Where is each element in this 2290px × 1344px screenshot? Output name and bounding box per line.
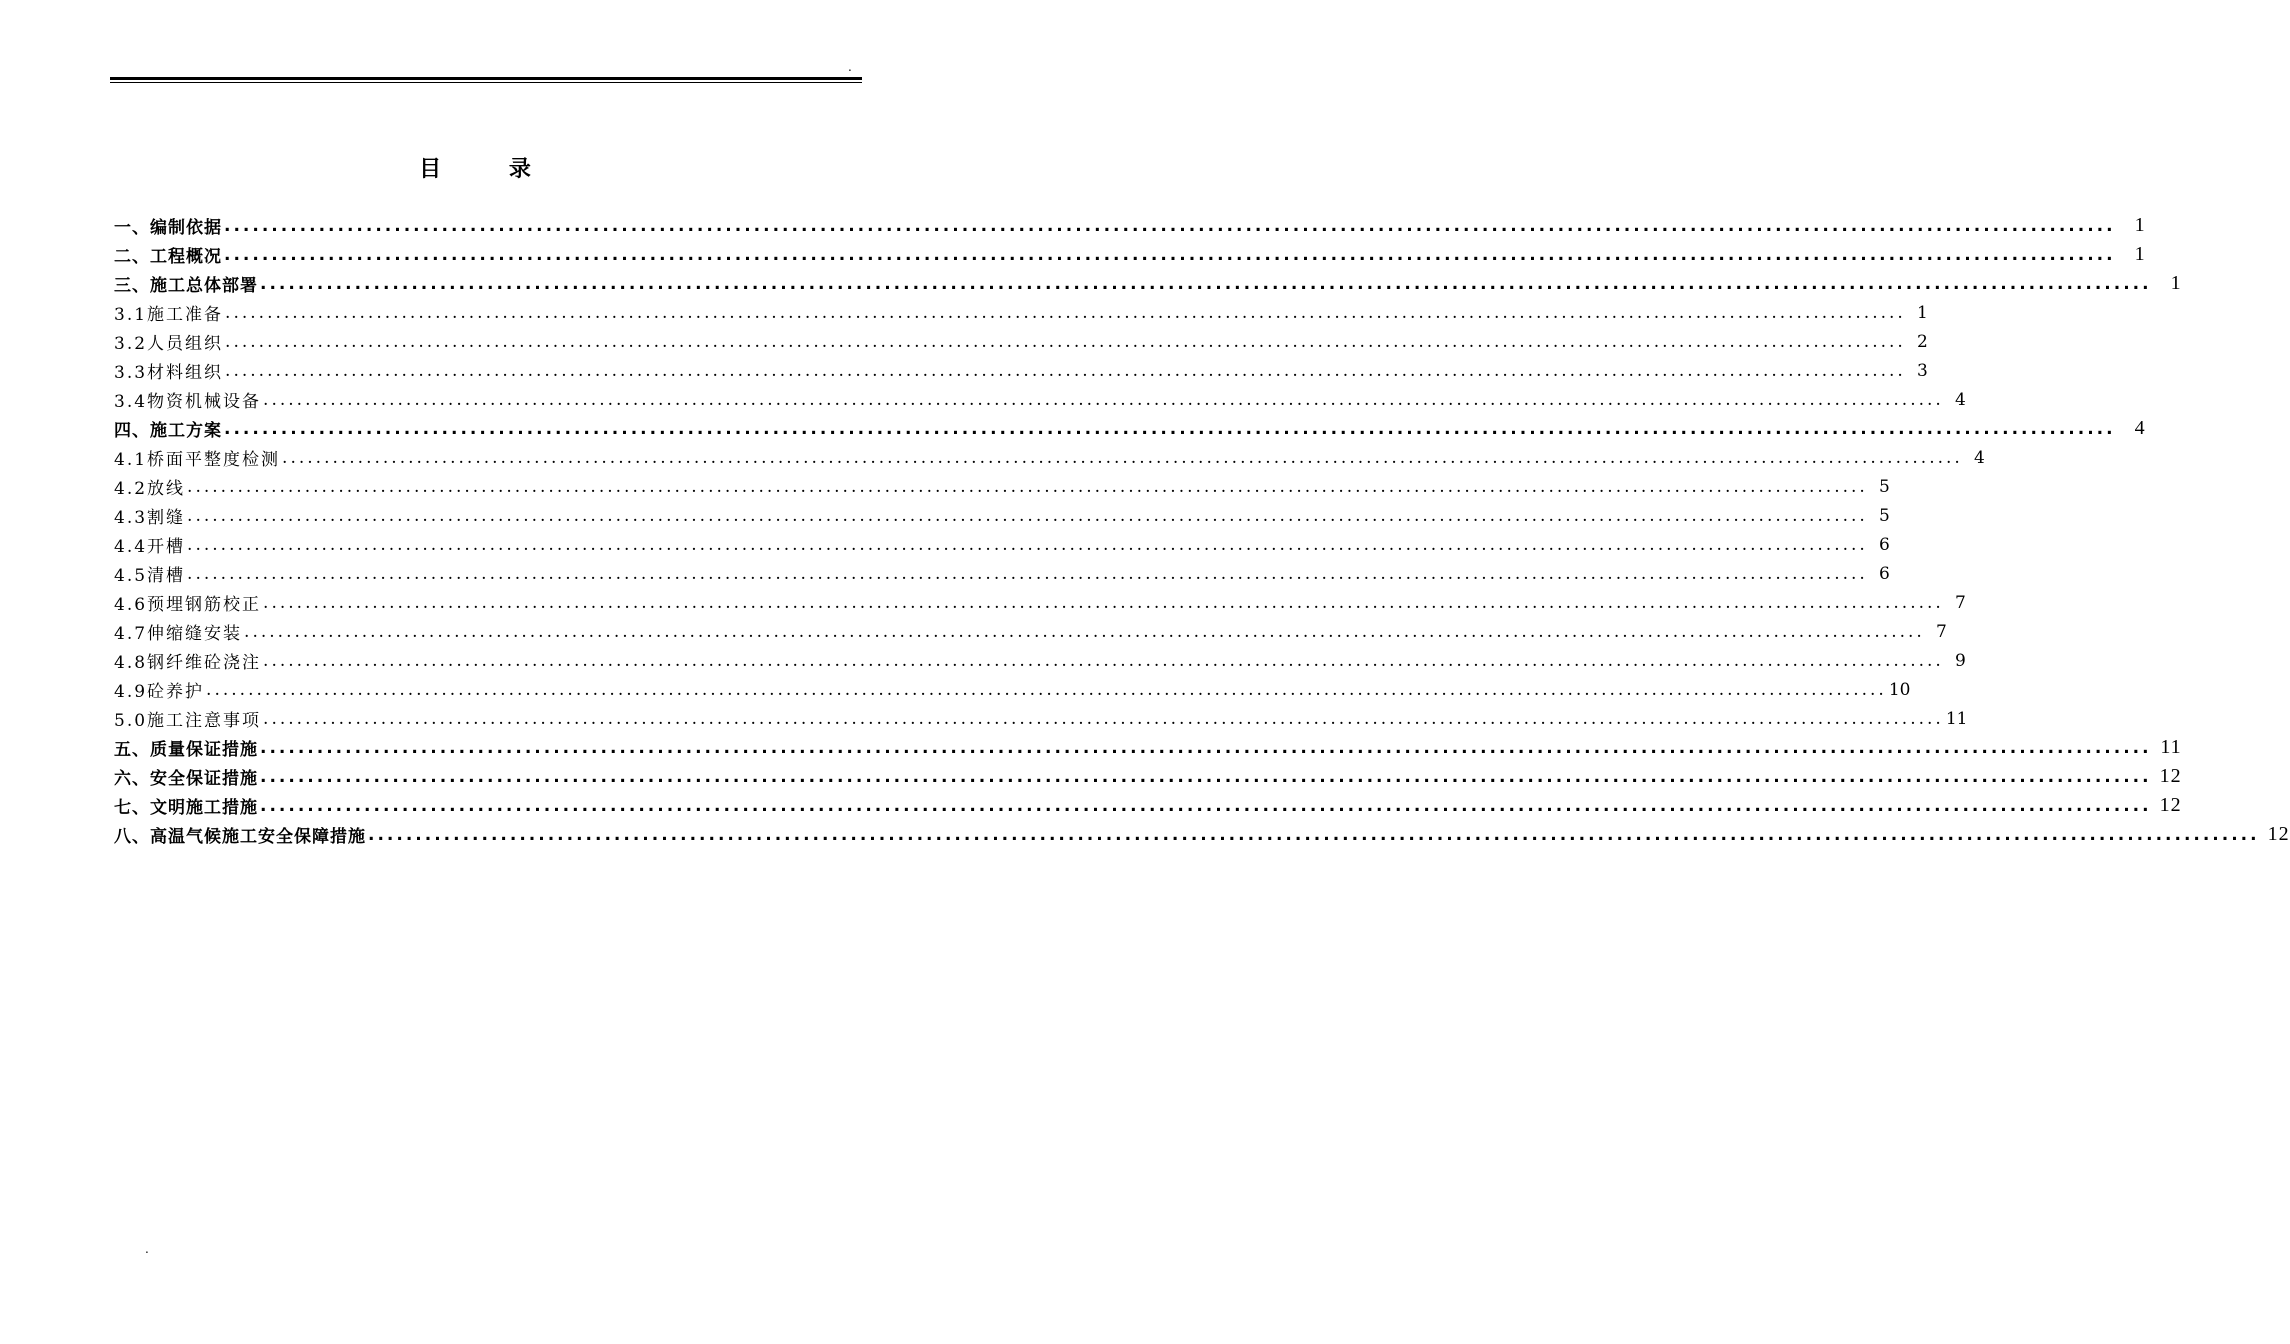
toc-entry-page: 1 <box>2134 214 2146 236</box>
toc-entry[interactable] <box>114 646 1966 675</box>
footer-mark: . <box>145 1242 149 1256</box>
toc-entry-label: 三、施工总体部署 <box>114 276 258 296</box>
toc-entry-page: 1 <box>1916 302 1928 323</box>
toc-dot-leader: ........................................................................................................................................................................................................ <box>263 708 1944 729</box>
toc-dot-leader: ........................................................................................................................................................................................................ <box>206 679 1887 700</box>
toc-entry-page: 12 <box>2159 794 2182 816</box>
header-rule <box>110 77 862 83</box>
toc-entry-page: 7 <box>1935 621 1947 642</box>
toc-entry-label: 4.4开槽 <box>114 537 186 557</box>
toc-dot-leader: ........................................................................................................................................................................................................ <box>225 331 1906 352</box>
toc-entry[interactable] <box>114 356 1928 385</box>
toc-entry-page: 5 <box>1878 476 1890 497</box>
toc-entry-label: 4.3割缝 <box>114 508 186 528</box>
toc-dot-leader: ........................................................................................................................................................................................................ <box>187 563 1868 584</box>
toc-entry-label: 八、高温气候施工安全保障措施 <box>114 827 366 847</box>
toc-dot-leader: ........................................................................................................................................................................................................ <box>187 534 1868 555</box>
toc-dot-leader: ........................................................................................................................................................................................................ <box>224 215 2116 236</box>
toc-entry[interactable] <box>114 530 1890 559</box>
toc-entry-page: 11 <box>2160 736 2182 758</box>
toc-dot-leader: ........................................................................................................................................................................................................ <box>187 476 1868 497</box>
toc-entry[interactable] <box>114 240 2146 269</box>
toc-entry-label: 4.7伸缩缝安装 <box>114 624 243 644</box>
toc-entry-page: 1 <box>2134 243 2146 265</box>
toc-entry[interactable] <box>114 443 1985 472</box>
toc-dot-leader: ........................................................................................................................................................................................................ <box>263 389 1944 410</box>
toc-entry-page: 12 <box>2267 823 2290 845</box>
toc-dot-leader: ........................................................................................................................................................................................................ <box>224 418 2116 439</box>
toc-entry-label: 四、施工方案 <box>114 421 222 441</box>
toc-entry-page: 7 <box>1954 592 1966 613</box>
toc-entry[interactable] <box>114 501 1890 530</box>
toc-entry-page: 4 <box>2134 417 2146 439</box>
toc-entry[interactable] <box>114 791 2182 820</box>
toc-entry[interactable] <box>114 733 2182 762</box>
toc-entry[interactable] <box>114 559 1890 588</box>
toc-dot-leader: ........................................................................................................................................................................................................ <box>225 360 1906 381</box>
toc-entry-page: 12 <box>2159 765 2182 787</box>
toc-entry-label: 七、文明施工措施 <box>114 798 258 818</box>
toc-entry-page: 3 <box>1916 360 1928 381</box>
toc-dot-leader: ........................................................................................................................................................................................................ <box>224 244 2116 265</box>
toc-dot-leader: ........................................................................................................................................................................................................ <box>260 737 2152 758</box>
toc-entry[interactable] <box>114 298 1928 327</box>
toc-entry-page: 1 <box>2170 272 2182 294</box>
toc-entry-label: 4.6预埋钢筋校正 <box>114 595 262 615</box>
toc-entry-label: 二、工程概况 <box>114 247 222 267</box>
toc-entry[interactable] <box>114 211 2146 240</box>
toc-dot-leader: ........................................................................................................................................................................................................ <box>263 592 1944 613</box>
toc-entry-label: 五、质量保证措施 <box>114 740 258 760</box>
toc-entry-label: 4.9砼养护 <box>114 682 205 702</box>
toc-entry[interactable] <box>114 269 2182 298</box>
toc-entry-page: 6 <box>1878 534 1890 555</box>
toc-entry-page: 10 <box>1888 679 1911 700</box>
toc-entry-page: 4 <box>1973 447 1985 468</box>
toc-entry-label: 4.2放线 <box>114 479 186 499</box>
toc-entry-label: 4.5清槽 <box>114 566 186 586</box>
toc-entry-page: 11 <box>1945 708 1968 729</box>
toc-entry[interactable] <box>114 675 1911 704</box>
toc-entry-page: 6 <box>1878 563 1890 584</box>
toc-entry-label: 3.4物资机械设备 <box>114 392 262 412</box>
toc-title: 目 录 <box>419 157 561 182</box>
toc-dot-leader: ........................................................................................................................................................................................................ <box>244 621 1925 642</box>
toc-entry-page: 4 <box>1954 389 1966 410</box>
toc-entry[interactable] <box>114 704 1968 733</box>
toc-entry-page: 5 <box>1878 505 1890 526</box>
toc-entry[interactable] <box>114 472 1890 501</box>
toc-entry[interactable] <box>114 762 2182 791</box>
toc-dot-leader: ........................................................................................................................................................................................................ <box>263 650 1944 671</box>
toc-entry[interactable] <box>114 588 1966 617</box>
toc-dot-leader: ........................................................................................................................................................................................................ <box>260 273 2152 294</box>
toc-entry-label: 3.3材料组织 <box>114 363 224 383</box>
toc-entry[interactable] <box>114 414 2146 443</box>
toc-dot-leader: ........................................................................................................................................................................................................ <box>187 505 1868 526</box>
toc-dot-leader: ........................................................................................................................................................................................................ <box>368 824 2260 845</box>
toc-dot-leader: ........................................................................................................................................................................................................ <box>282 447 1963 468</box>
header-mark: . <box>848 60 852 74</box>
toc-entry-label: 3.2人员组织 <box>114 334 224 354</box>
toc-dot-leader: ........................................................................................................................................................................................................ <box>260 795 2152 816</box>
toc-entry-page: 2 <box>1916 331 1928 352</box>
toc-dot-leader: ........................................................................................................................................................................................................ <box>225 302 1906 323</box>
toc-entry[interactable] <box>114 327 1928 356</box>
toc-dot-leader: ........................................................................................................................................................................................................ <box>260 766 2152 787</box>
toc-entry[interactable] <box>114 617 1947 646</box>
toc-entry-page: 9 <box>1954 650 1966 671</box>
toc-entry-label: 六、安全保证措施 <box>114 769 258 789</box>
toc-entry-label: 4.8钢纤维砼浇注 <box>114 653 262 673</box>
toc-entry-label: 3.1施工准备 <box>114 305 224 325</box>
toc-entry-label: 5.0施工注意事项 <box>114 711 262 731</box>
toc-entry[interactable] <box>114 820 2290 849</box>
toc-entry-label: 4.1桥面平整度检测 <box>114 450 281 470</box>
toc-entry[interactable] <box>114 385 1966 414</box>
toc-entry-label: 一、编制依据 <box>114 218 222 238</box>
